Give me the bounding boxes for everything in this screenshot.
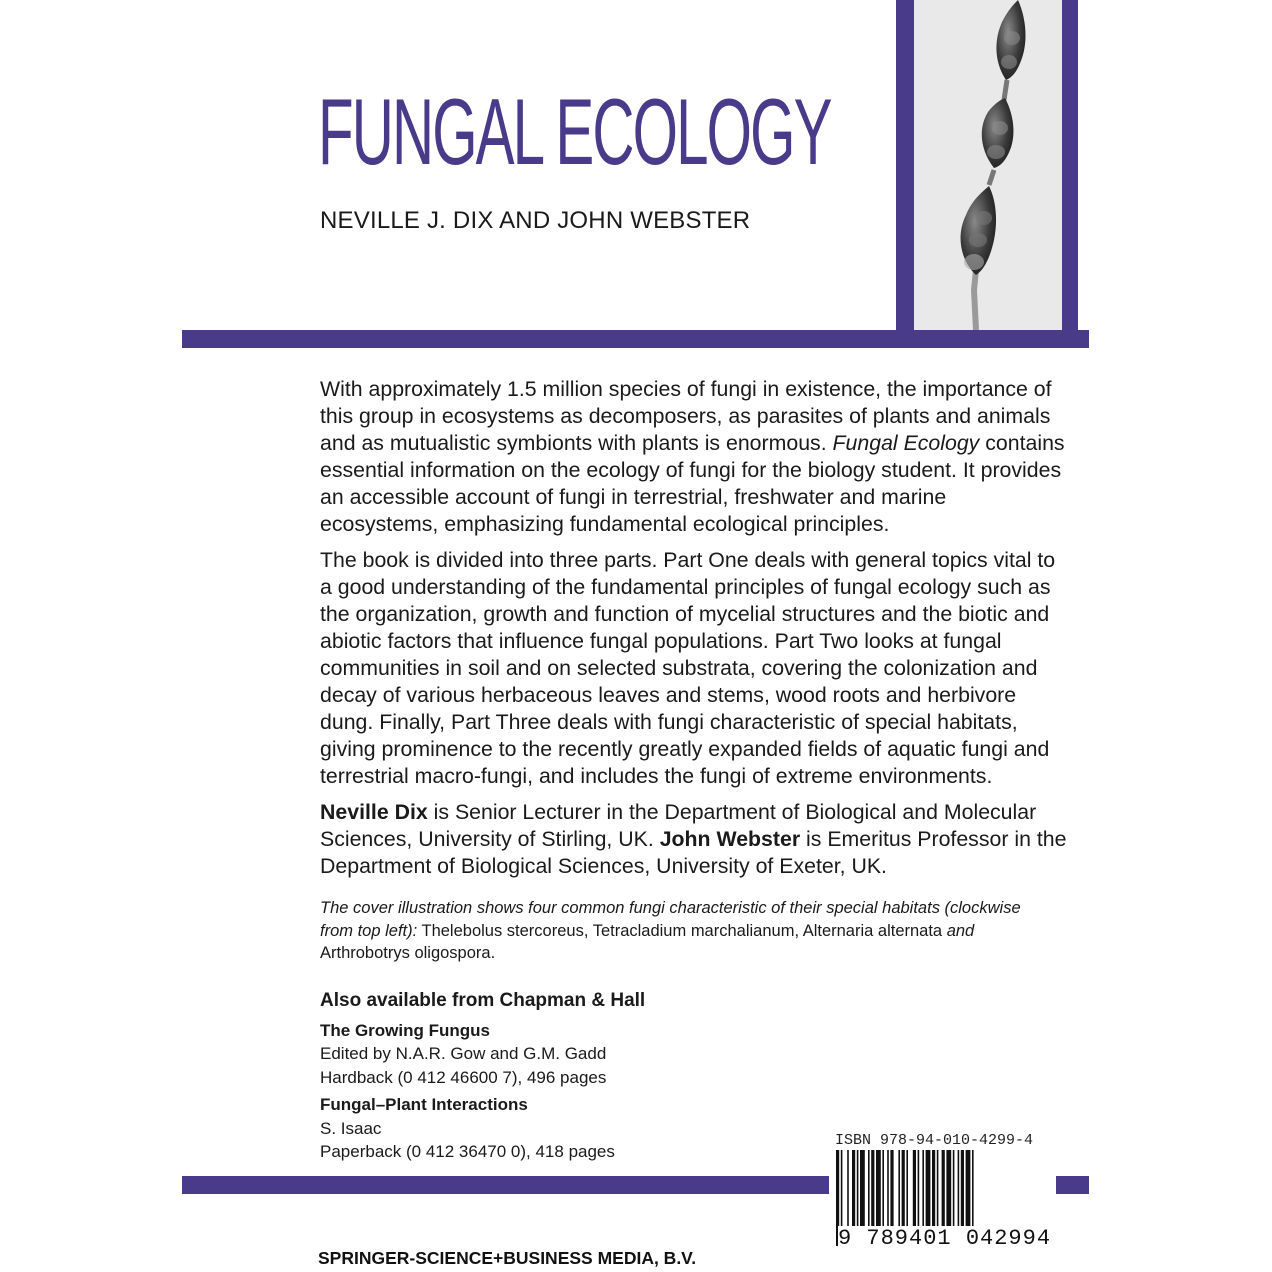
author-name-webster: John Webster: [659, 827, 801, 851]
caption-and: and: [946, 921, 975, 940]
bottom-rule-left: [182, 1176, 829, 1194]
cover-caption: [320, 897, 1050, 965]
related-book-author: S. Isaac: [320, 1118, 382, 1138]
top-rule: [182, 330, 1089, 348]
related-book-1: [320, 1019, 820, 1090]
caption-species-1: Thelebolus stercoreus, Tetracladium marchalianum, Alternaria alternata: [417, 921, 947, 940]
blurb-p1-end: contains essential information on the ecology of fungi for the biology student. It provides an accessible account of fungi in terrestrial, freshwater and marine ecosystems, emphasizing fundamental ecological principles.: [320, 431, 1065, 536]
related-book-editors: Edited by N.A.R. Gow and G.M. Gadd: [320, 1044, 607, 1063]
blurb-p3-mid: is Senior Lecturer in the Department of Biological and Molecular Sciences, University of Stirling, UK.: [320, 800, 1037, 851]
related-book-title: Fungal–Plant Interactions: [320, 1095, 528, 1114]
related-book-format: Paperback (0 412 36470 0), 418 pages: [320, 1142, 615, 1161]
fungus-chain-illustration: [914, 0, 1062, 330]
author-name-dix: Neville Dix: [320, 800, 428, 824]
publisher-name: SPRINGER-SCIENCE+BUSINESS MEDIA, B.V.: [318, 1248, 697, 1268]
related-book-2: [320, 1093, 820, 1164]
related-book-title: The Growing Fungus: [320, 1020, 490, 1040]
blurb-paragraph-2: The book is divided into three parts. Part One deals with general topics vital to a good understanding of the fundamental principles of fungal ecology such as the organization, growth and function of mycelial structures and the biotic and abiotic factors that influence fungal populations. Part Two looks at fungal communities in soil and on selected substrata, covering the colonization and decay of various herbaceous leaves and stems, wood roots and herbivore dung. Finally, Part Three deals with fungi characteristic of special habitats, giving prominence to the recently greatly expanded fields of aquatic fungi and terrestrial macro-fungi, and includes the fungi of extreme environments.: [320, 548, 1056, 788]
book-title: FUNGAL ECOLOGY: [318, 79, 831, 184]
blurb-paragraph-1: [320, 376, 1070, 538]
blurb-p3-end: is Emeritus Professor in the Department of Biological Sciences, University of Exeter, UK.: [320, 827, 1067, 878]
blurb-p1-title: Fungal Ecology: [832, 431, 980, 455]
fungus-micrograph: [914, 0, 1062, 330]
isbn-label: ISBN 978-94-010-4299-4: [835, 1132, 1034, 1149]
also-available: [320, 989, 820, 1168]
blurb: [320, 376, 1070, 889]
blurb-paragraph-3: [320, 799, 1070, 880]
related-book-format: Hardback (0 412 46600 7), 496 pages: [320, 1067, 607, 1087]
book-authors: NEVILLE J. DIX AND JOHN WEBSTER: [320, 207, 751, 234]
also-available-heading: Also available from Chapman & Hall: [320, 990, 646, 1011]
barcode-digits: 9 789401 042994: [838, 1226, 1052, 1251]
blurb-p1-text: With approximately 1.5 million species of fungi in existence, the importance of this group in ecosystems as decomposers, as parasites of plants and animals and as mutualistic symbionts with plants is enormous.: [320, 377, 1052, 455]
caption-lead: The cover illustration shows four common fungi characteristic of their special habitats (clockwise from top left):: [320, 899, 1021, 940]
caption-species-2: Arthrobotrys oligospora.: [320, 944, 496, 962]
bottom-rule-right: [1056, 1176, 1089, 1194]
